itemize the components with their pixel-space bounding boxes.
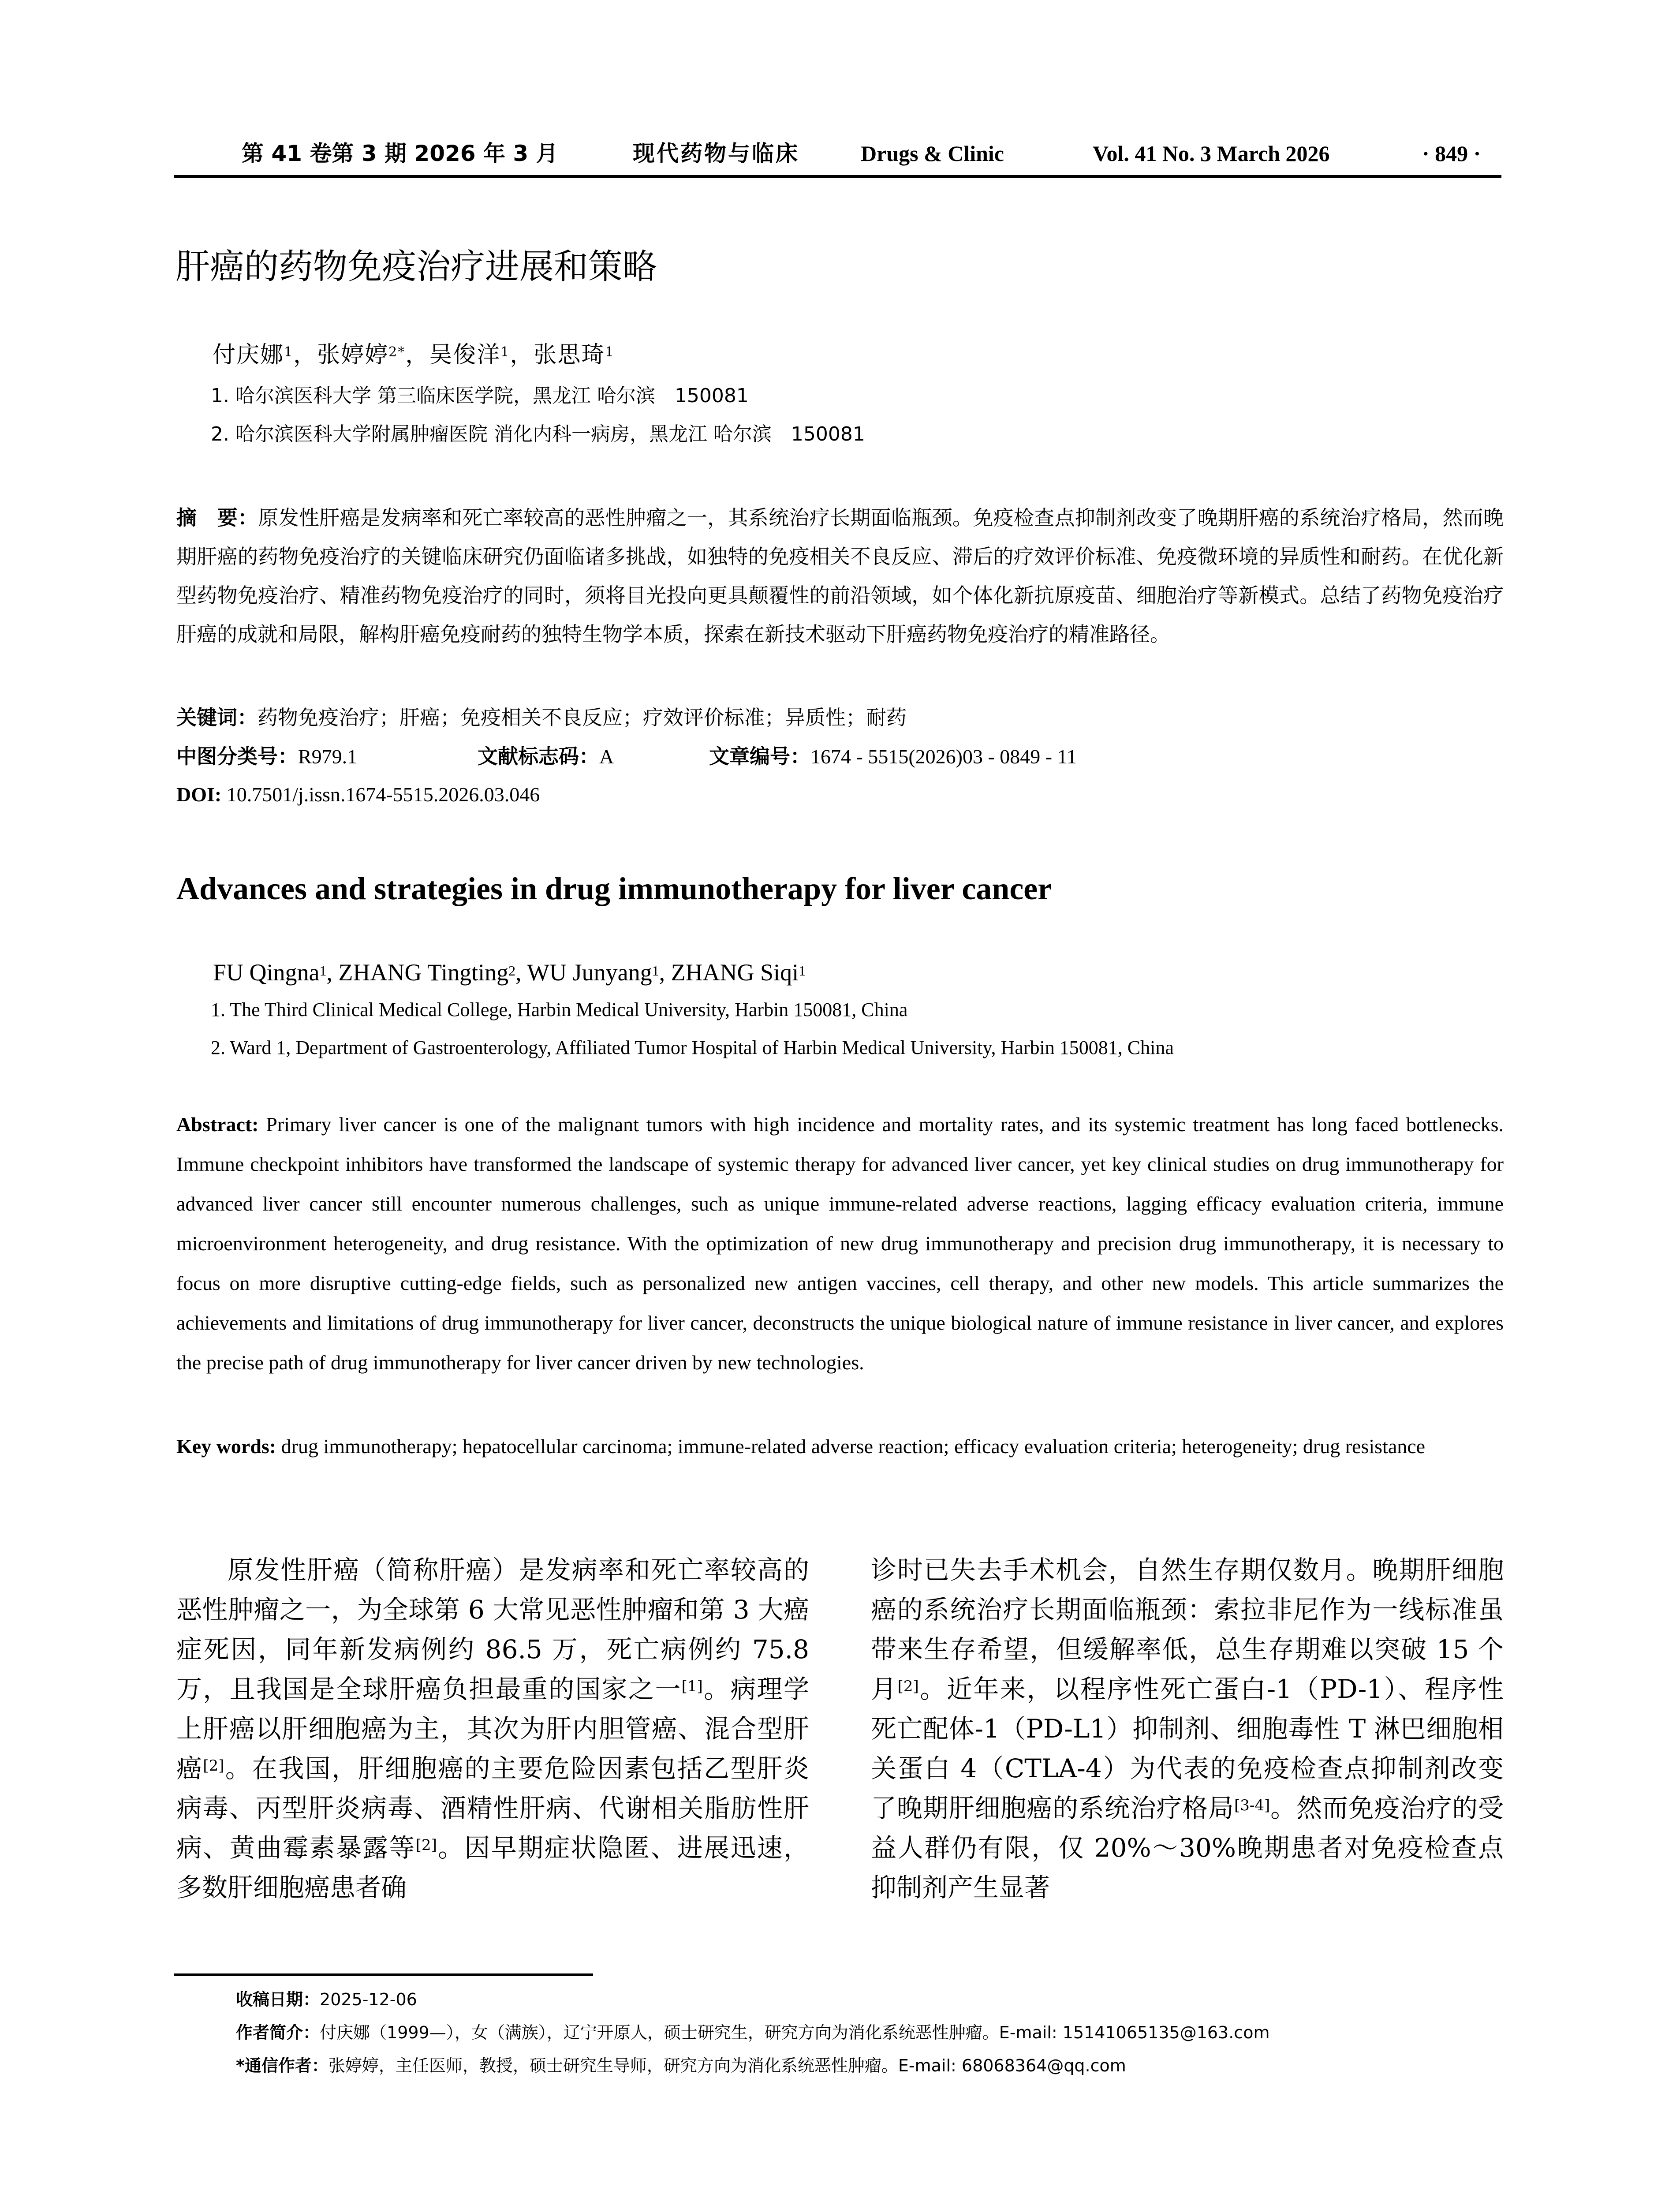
received-label: 收稿日期： bbox=[236, 1990, 320, 2009]
abstract-cn-text: 原发性肝癌是发病率和死亡率较高的恶性肿瘤之一，其系统治疗长期面临瓶颈。免疫检查点抑制剂改变了晚期肝癌的系统治疗格局，然而晚期肝癌的药物免疫治疗的关键临床研究仍面临诸多挑战，如独特的免疫相关不良反应、滞后的疗效评价标准、免疫微环境的异质性和耐药。在优化新型药物免疫治疗、精准药物免疫治疗的同时，须将目光投向更具颠覆性的前沿领域，如个体化新抗原疫苗、细胞治疗等新模式。总结了药物免疫治疗肝癌的成就和局限，解构肝癌免疫耐药的独特生物学本质，探索在新技术驱动下肝癌药物免疫治疗的精准路径。 bbox=[176, 506, 1504, 646]
keywords-en-label: Key words: bbox=[176, 1435, 276, 1458]
citation[interactable]: [2] bbox=[897, 1678, 919, 1695]
abstract-cn bbox=[176, 498, 1504, 654]
author-separator: , bbox=[659, 959, 671, 986]
footnote-corresponding bbox=[236, 2055, 1126, 2076]
footnote-rule bbox=[174, 1973, 593, 1976]
affiliation-en-2: 2. Ward 1, Department of Gastroenterology, Affiliated Tumor Hospital of Harbin Medical University, Harbin 150081, China bbox=[211, 1037, 1174, 1058]
header-rule bbox=[174, 175, 1501, 178]
keywords-en bbox=[176, 1427, 1504, 1466]
doc-code-label: 文献标志码： bbox=[478, 744, 599, 768]
author-bio-label: 作者简介： bbox=[236, 2023, 320, 2042]
keywords-cn-label: 关键词： bbox=[176, 706, 258, 729]
abstract-en-label: Abstract: bbox=[176, 1113, 259, 1136]
affiliation-cn-1: 1. 哈尔滨医科大学 第三临床医学院，黑龙江 哈尔滨 150081 bbox=[211, 385, 749, 407]
author-sup: 2* bbox=[388, 344, 406, 360]
author-name: 吴俊洋 bbox=[429, 342, 501, 368]
body-text: 。然而免疫治疗的受益人群仍有限，仅 20%～30%晚期患者对免疫检查点抑制剂产生显著 bbox=[871, 1793, 1504, 1902]
authors-en bbox=[213, 957, 806, 988]
author-name: ZHANG Siqi bbox=[671, 959, 799, 986]
abstract-en-text: Primary liver cancer is one of the malignant tumors with high incidence and mortality rates, and its systemic treatment has long faced bottlenecks. Immune checkpoint inhibitors have transformed the landscape of systemic therapy for advanced liver cancer, yet key clinical studies on drug immunotherapy for advanced liver cancer still encounter numerous challenges, such as unique immune-related adverse reactions, lagging efficacy evaluation criteria, immune microenvironment heterogeneity, and drug resistance. With the optimization of new drug immunotherapy and precision drug immunotherapy, it is necessary to focus on more disruptive cutting-edge fields, such as personalized new antigen vaccines, cell therapy, and other new models. This article summarizes the achievements and limitations of drug immunotherapy for liver cancer, deconstructs the unique biological nature of immune resistance in liver cancer, and explores the precise path of drug immunotherapy for liver cancer driven by new technologies. bbox=[176, 1113, 1504, 1374]
author-name: WU Junyang bbox=[527, 959, 652, 986]
body-text: 原发性肝癌（简称肝癌）是发病率和死亡率较高的恶性肿瘤之一，为全球第 6 大常见恶性肿瘤和第 3 大癌症死因，同年新发病例约 86.5 万，死亡病例约 75.8 万，且我国是全球肝癌负担最重的国家之一 bbox=[176, 1555, 809, 1704]
author-separator: ， bbox=[510, 342, 534, 368]
corresponding-label: *通信作者： bbox=[236, 2056, 329, 2075]
author-sup: 1 bbox=[319, 963, 327, 979]
author-separator: ， bbox=[405, 342, 429, 368]
doc-code-value: A bbox=[599, 745, 614, 768]
author-name: 付庆娜 bbox=[213, 342, 284, 368]
doi-row bbox=[176, 781, 1504, 808]
abstract-cn-label: 摘 要： bbox=[176, 506, 258, 530]
keywords-cn bbox=[176, 704, 1504, 731]
author-sup: 1 bbox=[799, 963, 806, 979]
author-sup: 1 bbox=[605, 344, 615, 360]
author-separator: , bbox=[515, 959, 527, 986]
body-text: 。近年来，以程序性死亡蛋白-1（PD-1）、程序性死亡配体-1（PD-L1）抑制剂、细胞毒性 T 淋巴细胞相关蛋白 4（CTLA-4）为代表的免疫检查点抑制剂改变了晚期肝细胞癌的系统治疗格局 bbox=[871, 1674, 1504, 1823]
header-journal-en: Drugs & Clinic bbox=[861, 141, 1004, 166]
authors-cn bbox=[213, 340, 614, 370]
clc-label: 中图分类号： bbox=[176, 744, 298, 768]
corresponding-text: 张婷婷，主任医师，教授，硕士研究生导师，研究方向为消化系统恶性肿瘤。E-mail: 68068364@qq.com bbox=[328, 2056, 1126, 2075]
citation[interactable]: [3-4] bbox=[1234, 1797, 1270, 1814]
doi-label: DOI: bbox=[176, 783, 222, 806]
footnote-received bbox=[236, 1989, 417, 2010]
citation[interactable]: [1] bbox=[681, 1678, 703, 1695]
author-sup: 2 bbox=[508, 963, 516, 979]
author-separator: , bbox=[326, 959, 339, 986]
author-sup: 1 bbox=[284, 344, 294, 360]
author-bio-text: 付庆娜（1999—），女（满族），辽宁开原人，硕士研究生，研究方向为消化系统恶性肿瘤。E-mail: 15141065135@163.com bbox=[320, 2023, 1270, 2042]
author-name: ZHANG Tingting bbox=[338, 959, 509, 986]
article-no-value: 1674 - 5515(2026)03 - 0849 - 11 bbox=[810, 745, 1077, 768]
affiliation-cn-2: 2. 哈尔滨医科大学附属肿瘤医院 消化内科一病房，黑龙江 哈尔滨 150081 bbox=[211, 423, 865, 445]
abstract-en bbox=[176, 1105, 1504, 1383]
body-text: 。在我国，肝细胞癌的主要危险因素包括乙型肝炎病毒、丙型肝炎病毒、酒精性肝病、代谢相关脂肪性肝病、黄曲霉素暴露等 bbox=[176, 1753, 809, 1863]
article-title-en: Advances and strategies in drug immunotherapy for liver cancer bbox=[176, 871, 1052, 906]
citation[interactable]: [2] bbox=[415, 1836, 437, 1854]
article-title-cn: 肝癌的药物免疫治疗进展和策略 bbox=[175, 247, 657, 287]
author-separator: ， bbox=[293, 342, 317, 368]
author-name: 张思琦 bbox=[534, 342, 605, 368]
footnote-author-bio bbox=[236, 2022, 1269, 2043]
body-text: 诊时已失去手术机会，自然生存期仅数月。晚期肝细胞癌的系统治疗长期面临瓶颈：索拉非尼作为一线标准虽带来生存希望，但缓解率低，总生存期难以突破 15 个月 bbox=[871, 1555, 1504, 1704]
body-text: 。病理学上肝癌以肝细胞癌为主，其次为肝内胆管癌、混合型肝癌 bbox=[176, 1674, 809, 1783]
article-no-label: 文章编号： bbox=[709, 744, 810, 768]
clc-value: R979.1 bbox=[298, 745, 358, 768]
header-journal-cn: 现代药物与临床 bbox=[633, 141, 799, 166]
keywords-en-text: drug immunotherapy; hepatocellular carcinoma; immune-related adverse reaction; efficacy evaluation criteria; heterogeneity; drug resistance bbox=[281, 1435, 1426, 1458]
affiliation-en-1: 1. The Third Clinical Medical College, Harbin Medical University, Harbin 150081, China bbox=[211, 999, 908, 1020]
citation[interactable]: [2] bbox=[203, 1757, 224, 1775]
received-date: 2025-12-06 bbox=[320, 1990, 417, 2009]
author-sup: 1 bbox=[500, 344, 510, 360]
author-name: 张婷婷 bbox=[317, 342, 389, 368]
body-column-left bbox=[176, 1550, 809, 1907]
page-number: · 849 · bbox=[1422, 141, 1481, 166]
header-issue-cn: 第 41 卷第 3 期 2026 年 3 月 bbox=[242, 141, 558, 166]
author-sup: 1 bbox=[652, 963, 659, 979]
body-text: 。因早期症状隐匿、进展迅速，多数肝细胞癌患者确 bbox=[176, 1833, 809, 1902]
body-column-right bbox=[871, 1550, 1504, 1907]
author-name: FU Qingna bbox=[213, 959, 320, 986]
doi-value[interactable]: 10.7501/j.issn.1674-5515.2026.03.046 bbox=[226, 783, 540, 806]
keywords-cn-text: 药物免疫治疗；肝癌；免疫相关不良反应；疗效评价标准；异质性；耐药 bbox=[258, 706, 907, 729]
header-issue-en: Vol. 41 No. 3 March 2026 bbox=[1093, 141, 1330, 166]
